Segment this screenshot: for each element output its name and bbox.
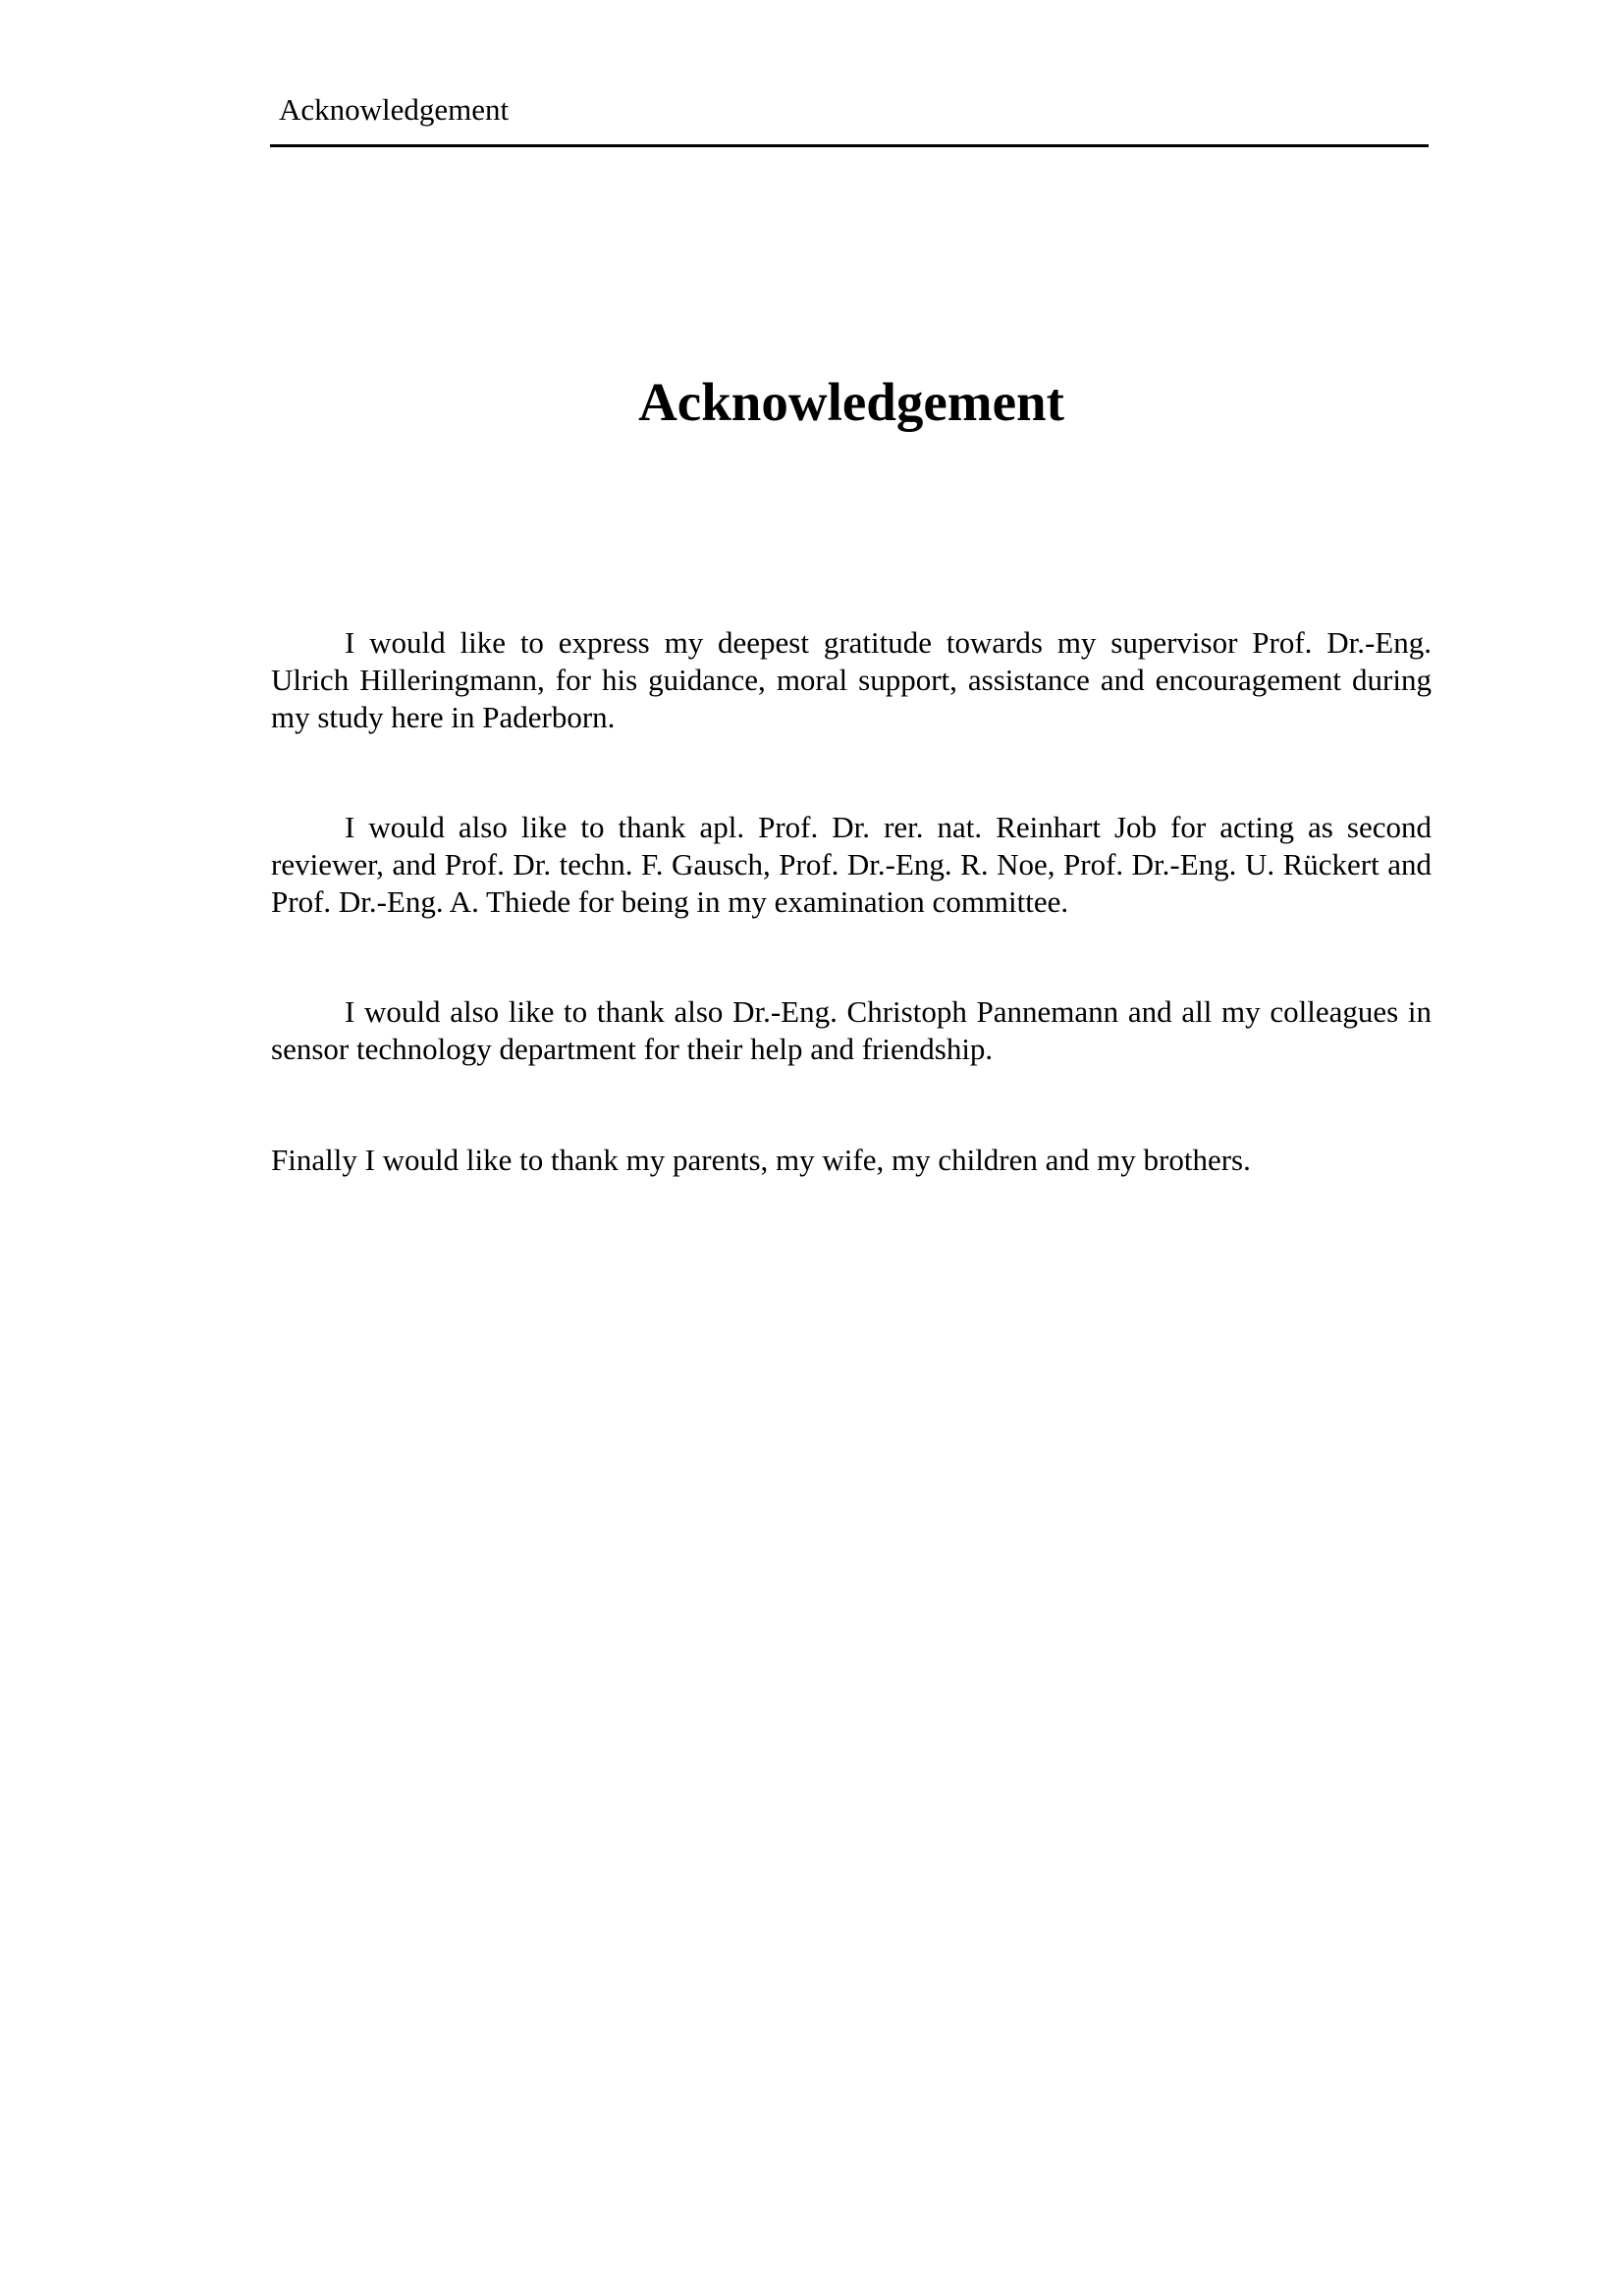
header-rule [270,144,1429,147]
paragraph-colleagues-thanks: I would also like to thank also Dr.-Eng. Christoph Pannemann and all my colleagues in sensor technology department for their help and friendship. [271,994,1432,1066]
page-title: Acknowledgement [638,372,1064,432]
paragraph-committee-thanks: I would also like to thank apl. Prof. Dr. rer. nat. Reinhart Job for acting as second reviewer, and Prof. Dr. techn. F. Gausch, Prof. Dr.-Eng. R. Noe, Prof. Dr.-Eng. U. Rückert and Prof. Dr.-Eng. A. Thiede for being in my examination committee. [271,810,1432,919]
running-header: Acknowledgement [279,92,510,127]
paragraph-supervisor-thanks: I would like to express my deepest gratitude towards my supervisor Prof. Dr.-Eng. Ulrich Hilleringmann, for his guidance, moral support, assistance and encouragement during my study here in Paderborn. [271,625,1432,734]
paragraph-family-thanks: Finally I would like to thank my parents, my wife, my children and my brothers. [271,1143,1251,1177]
